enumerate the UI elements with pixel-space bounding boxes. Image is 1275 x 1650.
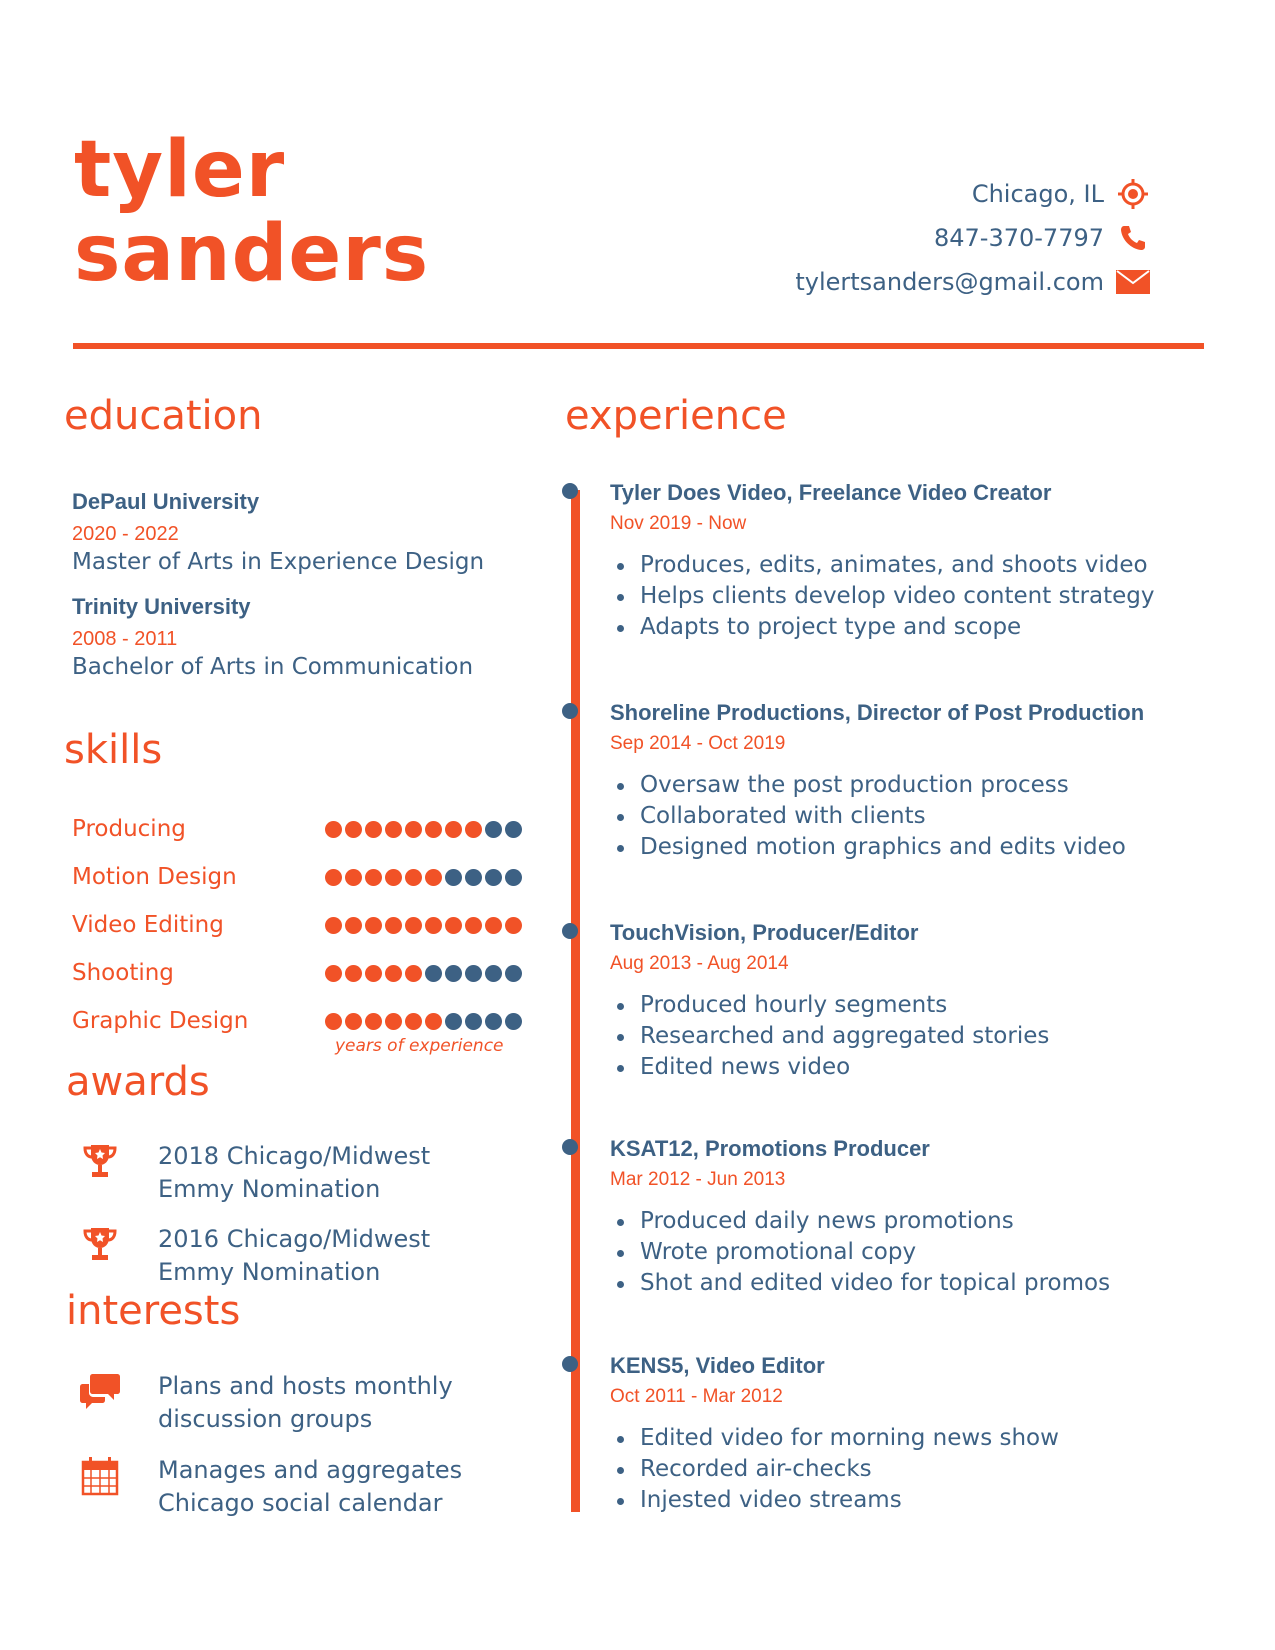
job-entry [560,920,1200,1083]
phone-text[interactable]: 847-370-7797 [933,224,1104,252]
job-bullets [612,1423,1200,1516]
interest-line: discussion groups [158,1405,373,1433]
interest-line: Manages and aggregates [158,1456,463,1484]
job-dates: Nov 2019 - Now [610,513,747,534]
skill-dot-empty [465,1013,482,1030]
timeline-dot [562,1356,578,1372]
skill-name: Motion Design [72,864,237,890]
education-entry [72,486,532,578]
job-dates: Sep 2014 - Oct 2019 [610,733,786,754]
skill-dot-empty [485,1013,502,1030]
calendar-icon [78,1454,122,1498]
skills-heading: skills [64,727,163,773]
degree: Bachelor of Arts in Communication [72,654,474,680]
skill-dot-filled [405,821,422,838]
skills-legend-note: years of experience [335,1036,504,1056]
skill-dot-filled [365,965,382,982]
award-detail: Emmy Nomination [158,1175,381,1203]
job-entry [560,1136,1200,1299]
skill-name: Producing [72,816,186,842]
award-item [78,1223,430,1289]
school-name: Trinity University [72,594,251,619]
experience-heading: experience [565,393,787,439]
job-title: TouchVision, Producer/Editor [610,920,919,945]
skill-dot-filled [425,821,442,838]
job-bullet: Injested video streams [612,1485,1200,1516]
job-bullet: Recorded air-checks [612,1454,1200,1485]
timeline-dot [562,483,578,499]
skill-dot-empty [485,869,502,886]
interests-heading: interests [66,1288,241,1334]
skill-dot-filled [465,821,482,838]
school-years: 2020 - 2022 [72,523,179,545]
skill-dot-filled [385,869,402,886]
skill-dot-filled [405,1013,422,1030]
job-bullet: Edited news video [612,1052,1200,1083]
skill-dot-empty [505,1013,522,1030]
phone-icon [1116,221,1150,255]
job-title: Shoreline Productions, Director of Post Production [610,700,1145,725]
envelope-icon [1116,265,1150,299]
interest-text [158,1454,462,1520]
skill-dot-filled [485,917,502,934]
skill-dot-empty [445,965,462,982]
skill-row [72,853,522,901]
job-title: KENS5, Video Editor [610,1353,825,1378]
last-name: sanders [74,209,430,299]
skill-name: Shooting [72,960,174,986]
trophy-icon [78,1223,122,1267]
skill-dot-empty [445,869,462,886]
skill-dot-filled [345,1013,362,1030]
skill-dot-filled [445,917,462,934]
skill-dot-filled [505,917,522,934]
chat-bubbles-icon [78,1370,122,1414]
job-bullets [612,550,1200,643]
job-bullet: Helps clients develop video content strategy [612,581,1200,612]
award-item [78,1140,430,1206]
job-bullet: Oversaw the post production process [612,770,1200,801]
skill-dot-filled [325,965,342,982]
skill-level-dots [325,821,522,838]
job-bullets [612,1206,1200,1299]
skill-dot-filled [365,869,382,886]
candidate-name [74,125,430,299]
skill-dot-filled [425,1013,442,1030]
skill-dot-empty [485,965,502,982]
contact-phone [630,216,1150,260]
skill-dot-filled [345,917,362,934]
skill-level-dots [325,869,522,886]
skill-level-dots [325,917,522,934]
timeline-dot [562,703,578,719]
location-text: Chicago, IL [971,180,1104,208]
job-dates: Oct 2011 - Mar 2012 [610,1386,783,1407]
contact-block [630,172,1150,304]
skill-dot-empty [505,821,522,838]
skill-dot-filled [325,869,342,886]
job-bullet: Produced daily news promotions [612,1206,1200,1237]
job-bullet: Wrote promotional copy [612,1237,1200,1268]
skill-dot-filled [405,917,422,934]
skill-dot-empty [445,1013,462,1030]
job-title: Tyler Does Video, Freelance Video Creator [610,480,1052,505]
job-dates: Aug 2013 - Aug 2014 [610,953,789,974]
job-entry [560,700,1200,863]
interest-line: Plans and hosts monthly [158,1372,453,1400]
award-text [158,1140,430,1206]
award-title: 2018 Chicago/Midwest [158,1142,431,1170]
skill-dot-filled [385,965,402,982]
skill-dot-filled [345,821,362,838]
job-bullets [612,990,1200,1083]
timeline-dot [562,1139,578,1155]
skill-dot-empty [465,965,482,982]
school-years: 2008 - 2011 [72,628,178,650]
job-bullet: Adapts to project type and scope [612,612,1200,643]
job-title: KSAT12, Promotions Producer [610,1136,930,1161]
skill-dot-filled [325,821,342,838]
skill-dot-filled [465,917,482,934]
header-divider [73,343,1204,349]
job-bullet: Researched and aggregated stories [612,1021,1200,1052]
skill-dot-empty [425,965,442,982]
awards-heading: awards [66,1059,210,1105]
skill-dot-filled [385,917,402,934]
skill-dot-filled [385,821,402,838]
skill-dot-filled [365,1013,382,1030]
skill-dot-filled [325,917,342,934]
skill-dot-filled [345,869,362,886]
degree: Master of Arts in Experience Design [72,549,485,575]
skill-dot-filled [405,965,422,982]
job-entry [560,480,1200,643]
contact-email [630,260,1150,304]
skill-row [72,949,522,997]
school-name: DePaul University [72,489,260,514]
skill-name: Video Editing [72,912,224,938]
interest-text [158,1370,453,1436]
award-detail: Emmy Nomination [158,1258,381,1286]
trophy-icon [78,1140,122,1184]
timeline-dot [562,923,578,939]
job-bullet: Edited video for morning news show [612,1423,1200,1454]
skill-dot-filled [345,965,362,982]
job-dates: Mar 2012 - Jun 2013 [610,1169,786,1190]
skill-dot-empty [505,869,522,886]
job-bullet: Designed motion graphics and edits video [612,832,1200,863]
job-bullet: Produced hourly segments [612,990,1200,1021]
email-text[interactable]: tylertsanders@gmail.com [795,268,1104,296]
skill-dot-filled [365,821,382,838]
skill-level-dots [325,1013,522,1030]
skill-row [72,805,522,853]
location-target-icon [1116,177,1150,211]
job-bullet: Produces, edits, animates, and shoots video [612,550,1200,581]
first-name: tyler [74,125,286,215]
job-bullet: Collaborated with clients [612,801,1200,832]
skill-dot-filled [325,1013,342,1030]
skill-dot-filled [405,869,422,886]
skill-dot-empty [485,821,502,838]
award-text [158,1223,430,1289]
skill-dot-empty [505,965,522,982]
job-entry [560,1353,1200,1516]
skill-dot-filled [385,1013,402,1030]
contact-location [630,172,1150,216]
skill-dot-empty [465,869,482,886]
award-title: 2016 Chicago/Midwest [158,1225,431,1253]
interest-item [78,1454,462,1520]
skill-dot-filled [425,869,442,886]
job-bullets [612,770,1200,863]
skill-dot-filled [365,917,382,934]
interest-line: Chicago social calendar [158,1489,443,1517]
job-bullet: Shot and edited video for topical promos [612,1268,1200,1299]
skill-row [72,901,522,949]
skill-dot-filled [425,917,442,934]
skill-level-dots [325,965,522,982]
skill-name: Graphic Design [72,1008,249,1034]
skills-list [72,805,522,1045]
interest-item [78,1370,453,1436]
education-entry [72,591,532,683]
education-heading: education [64,393,263,439]
skill-dot-filled [445,821,462,838]
